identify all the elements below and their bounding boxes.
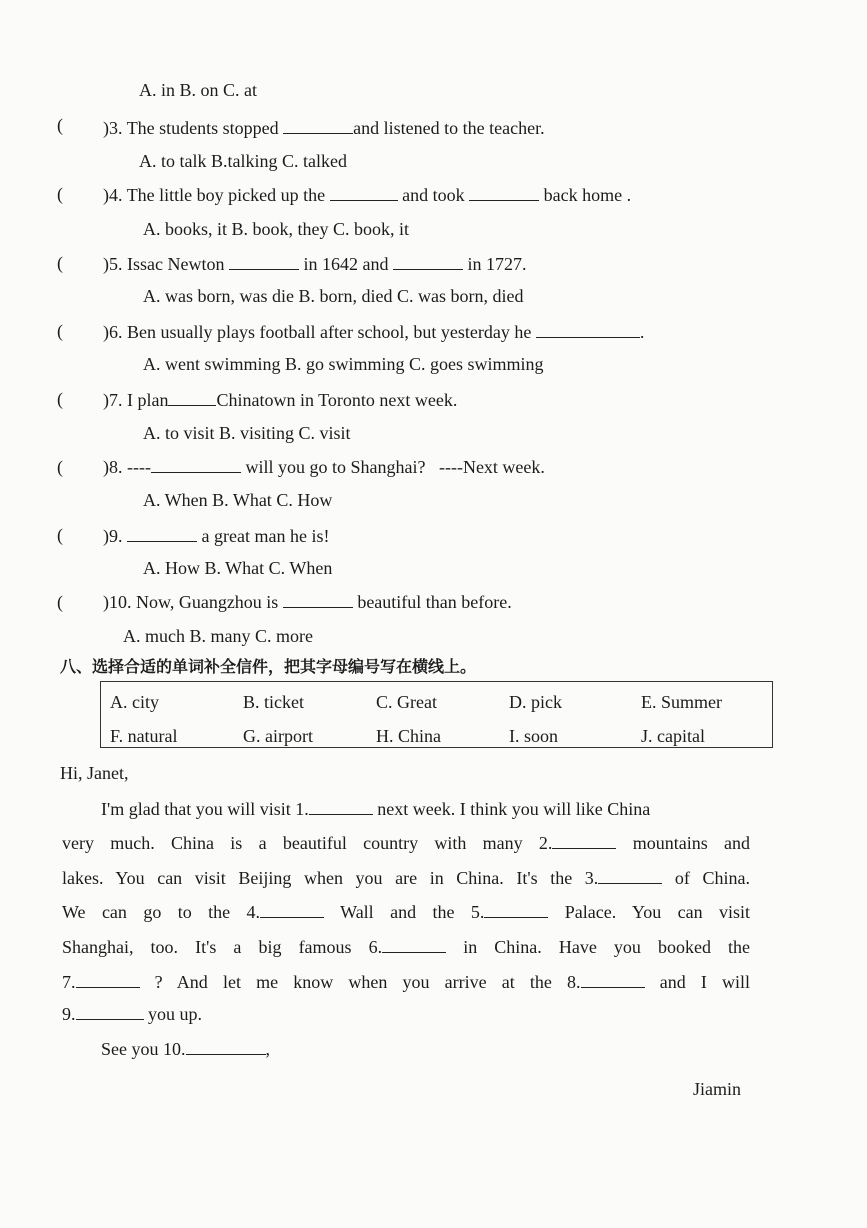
word-option: J. capital (641, 726, 705, 746)
letter-blank-7[interactable] (76, 970, 140, 988)
answer-paren: ( (57, 115, 63, 135)
question-10: )10. Now, Guangzhou is beautiful than before. (103, 592, 512, 612)
letter-line: 7. ? And let me know when you arrive at the 8. and I will (62, 972, 751, 992)
answer-paren: ( (57, 525, 63, 545)
answer-blank[interactable] (330, 183, 398, 201)
letter-line: I'm glad that you will visit 1. next week. I think you will like China (101, 799, 651, 819)
letter-blank-5[interactable] (484, 900, 548, 918)
letter-greeting: Hi, Janet, (60, 763, 129, 783)
q2-options: A. in B. on C. at (139, 80, 258, 100)
question-number: )8. (103, 457, 123, 477)
letter-line: 9. you up. (62, 1004, 202, 1024)
letter-blank-3[interactable] (598, 866, 662, 884)
letter-line: lakes. You can visit Beijing when you are in China. It's the 3. of China. (62, 868, 750, 888)
answer-blank[interactable] (151, 455, 241, 473)
letter-blank-1[interactable] (309, 797, 373, 815)
question-7-options: A. to visit B. visiting C. visit (143, 423, 351, 443)
question-6: )6. Ben usually plays football after school, but yesterday he . (103, 322, 645, 342)
word-option: D. pick (509, 692, 562, 712)
letter-blank-8[interactable] (581, 970, 645, 988)
letter-blank-6[interactable] (382, 935, 446, 953)
word-option: C. Great (376, 692, 437, 712)
question-number: )9. (103, 526, 123, 546)
question-5: )5. Issac Newton in 1642 and in 1727. (103, 254, 527, 274)
letter-blank-4[interactable] (260, 900, 324, 918)
letter-line: very much. China is a beautiful country with many 2. mountains and (62, 833, 750, 853)
question-7: )7. I plan Chinatown in Toronto next week. (103, 390, 458, 410)
answer-paren: ( (57, 592, 63, 612)
answer-blank[interactable] (168, 388, 216, 406)
question-number: )7. (103, 390, 123, 410)
answer-blank[interactable] (536, 320, 640, 338)
word-bank (100, 681, 773, 748)
answer-blank[interactable] (283, 116, 353, 134)
question-10-options: A. much B. many C. more (123, 626, 313, 646)
letter-blank-9[interactable] (76, 1002, 144, 1020)
word-option: F. natural (110, 726, 178, 746)
question-3-options: A. to talk B.talking C. talked (139, 151, 347, 171)
word-option: I. soon (509, 726, 558, 746)
section-title: 八、选择合适的单词补全信件，把其字母编号写在横线上。 (60, 657, 477, 676)
question-9: )9. a great man he is! (103, 526, 330, 546)
answer-blank[interactable] (393, 252, 463, 270)
word-option: E. Summer (641, 692, 722, 712)
letter-signature: Jiamin (693, 1079, 741, 1099)
question-number: )6. (103, 322, 123, 342)
question-number: )3. (103, 118, 123, 138)
letter-line: Shanghai, too. It's a big famous 6. in China. Have you booked the (62, 937, 750, 957)
question-number: )5. (103, 254, 123, 274)
word-option: H. China (376, 726, 441, 746)
question-number: )10. (103, 592, 132, 612)
letter-blank-10[interactable] (186, 1037, 266, 1055)
answer-blank[interactable] (229, 252, 299, 270)
question-8: )8. ---- will you go to Shanghai? ----Next week. (103, 457, 545, 477)
answer-blank[interactable] (283, 590, 353, 608)
question-5-options: A. was born, was die B. born, died C. was born, died (143, 286, 524, 306)
answer-blank[interactable] (127, 524, 197, 542)
letter-line: We can go to the 4. Wall and the 5. Palace. You can visit (62, 902, 750, 922)
question-3: )3. The students stopped and listened to the teacher. (103, 118, 545, 138)
word-option: G. airport (243, 726, 313, 746)
answer-paren: ( (57, 457, 63, 477)
question-6-options: A. went swimming B. go swimming C. goes swimming (143, 354, 544, 374)
question-8-options: A. When B. What C. How (143, 490, 333, 510)
answer-paren: ( (57, 321, 63, 341)
word-option: B. ticket (243, 692, 304, 712)
question-4-options: A. books, it B. book, they C. book, it (143, 219, 410, 239)
word-option: A. city (110, 692, 159, 712)
answer-blank[interactable] (469, 183, 539, 201)
answer-paren: ( (57, 253, 63, 273)
letter-blank-2[interactable] (552, 831, 616, 849)
question-9-options: A. How B. What C. When (143, 558, 333, 578)
question-number: )4. (103, 185, 123, 205)
answer-paren: ( (57, 389, 63, 409)
question-4: )4. The little boy picked up the and took back home . (103, 185, 632, 205)
letter-closing: See you 10. , (101, 1039, 270, 1059)
answer-paren: ( (57, 184, 63, 204)
